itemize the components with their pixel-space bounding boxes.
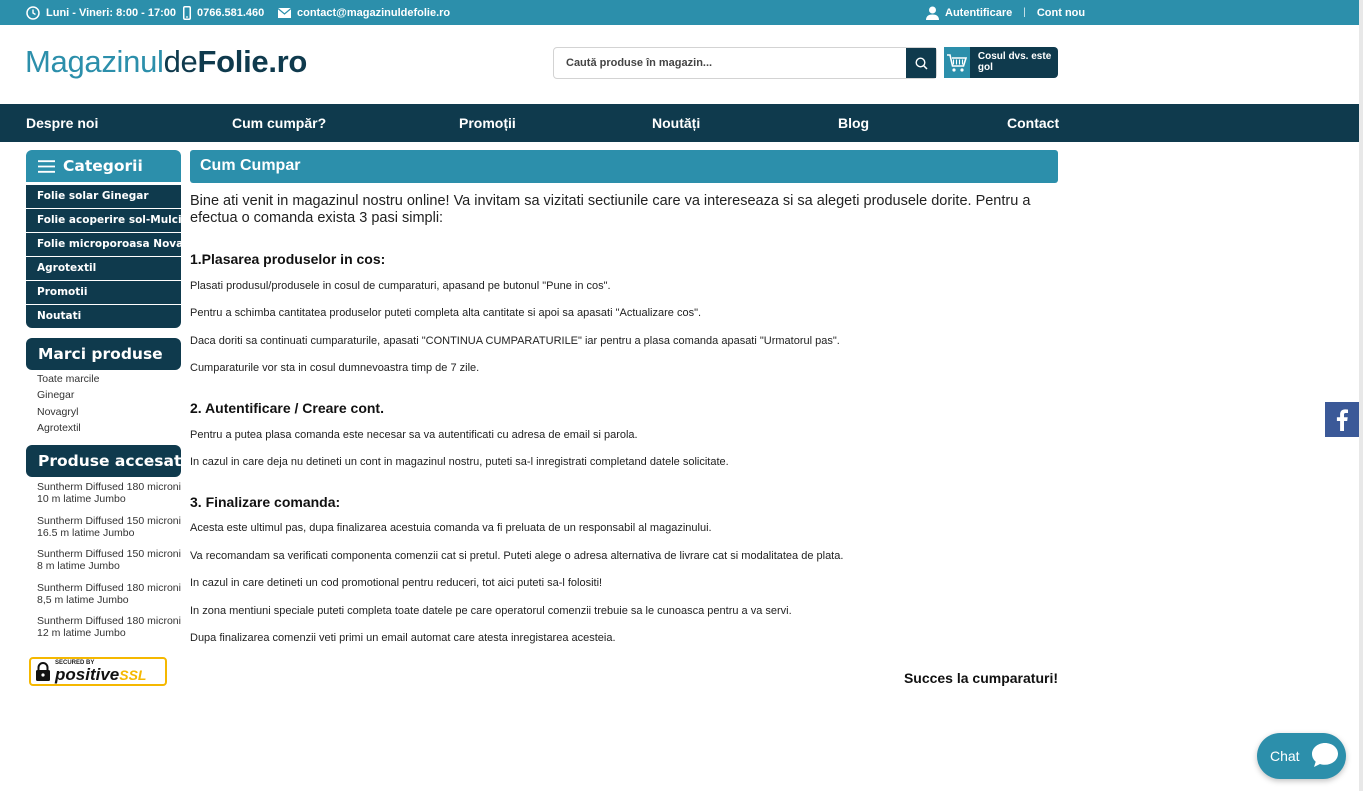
category-list — [26, 185, 207, 329]
brand-item[interactable]: Agrotextil — [37, 421, 81, 434]
step-2-paragraph: Pentru a putea plasa comanda este necesar sa va autentificati cu adresa de email si parola. — [190, 429, 638, 441]
page-scrollbar[interactable] — [1359, 0, 1363, 791]
step-2-heading: 2. Autentificare / Creare cont. — [190, 400, 384, 416]
nav-despre-noi[interactable]: Despre noi — [26, 115, 99, 131]
viewed-product-item[interactable] — [37, 481, 187, 515]
viewed-products-heading — [26, 445, 192, 477]
product-name-line: Suntherm Diffused 150 microni — [37, 514, 181, 527]
brands-title: Marci produse — [38, 345, 163, 363]
opening-hours-text: Luni - Vineri: 8:00 - 17:00 — [46, 6, 177, 19]
product-name-line: Suntherm Diffused 150 microni — [37, 548, 181, 561]
step-3-paragraph: Acesta este ultimul pas, dupa finalizarea acestuia comanda va fi preluata de un responsabil al magazinului. — [190, 522, 712, 534]
facebook-button[interactable] — [1325, 402, 1359, 437]
logo-part-2: de — [163, 44, 198, 79]
ssl-text — [55, 660, 146, 683]
step-3-heading: 3. Finalizare comanda: — [190, 494, 341, 510]
category-item[interactable]: Folie microporoasa Novagryl — [26, 233, 181, 256]
intro-text: Bine ati venit in magazinul nostru online! Va invitam sa vizitati sectiunile care va intereseaza si sa alegeti produsele dorite. Pentru a efectua o comanda exista 3 pasi simpli: — [190, 193, 1031, 226]
product-variant-line: 16.5 m latime Jumbo — [37, 526, 135, 539]
step-2-paragraph: In cazul in care deja nu detineti un cont in magazinul nostru, puteti sa-l inregistrati completand datele solicitate. — [190, 456, 729, 468]
ssl-secured-by: SECURED BY — [55, 660, 95, 666]
cart-icon-box — [944, 47, 970, 78]
cart-status: Cosul dvs. este gol — [977, 51, 1052, 73]
category-item[interactable]: Folie solar Ginegar — [26, 185, 181, 208]
product-variant-line: 10 m latime Jumbo — [37, 493, 126, 505]
search-bar — [553, 47, 937, 79]
logo-part-1: Magazinul — [25, 44, 164, 79]
envelope-icon — [278, 8, 291, 18]
phone-text: 0766.581.460 — [197, 6, 265, 19]
category-item[interactable]: Noutati — [26, 305, 181, 328]
product-variant-line: 8,5 m latime Jumbo — [37, 593, 129, 606]
viewed-products-title: Produse accesate — [38, 452, 192, 470]
product-variant-line: 12 m latime Jumbo — [37, 627, 126, 640]
viewed-product-item[interactable] — [37, 548, 187, 582]
ssl-ssl: SSL — [119, 667, 147, 683]
step-1-heading: 1.Plasarea produselor in cos: — [190, 251, 386, 267]
user-icon — [926, 6, 939, 20]
top-bar — [0, 0, 1359, 25]
viewed-product-item[interactable] — [37, 582, 187, 616]
chat-label: Chat — [1270, 748, 1300, 764]
opening-hours — [26, 0, 176, 25]
step-1-paragraph: Plasati produsul/produsele in cosul de cumparaturi, apasand pe butonul "Pune in cos". — [190, 280, 611, 292]
viewed-product-item[interactable] — [37, 515, 187, 549]
phone-link[interactable] — [183, 0, 264, 25]
search-button[interactable] — [906, 48, 936, 78]
account-links — [926, 0, 1085, 25]
category-item[interactable]: Agrotextil — [26, 257, 181, 280]
register-link[interactable]: Cont nou — [1036, 6, 1086, 19]
ssl-positive: positive — [55, 665, 120, 684]
product-variant-line: 8 m latime Jumbo — [37, 560, 120, 573]
nav-cum-cumpar[interactable]: Cum cumpăr? — [232, 115, 327, 131]
product-name-line: Suntherm Diffused 180 microni — [37, 581, 181, 594]
login-link[interactable]: Autentificare — [945, 6, 1013, 19]
page-title: Cum Cumpar — [190, 150, 1058, 183]
chat-bubble-icon — [1310, 741, 1340, 769]
nav-promotii[interactable]: Promoții — [459, 115, 516, 131]
email-link[interactable] — [278, 0, 450, 25]
step-1-paragraph: Pentru a schimba cantitatea produselor puteti completa alta cantitate si apoi sa apasati "Actualizare cos". — [190, 307, 702, 319]
step-3-paragraph: Va recomandam sa verificati componenta comenzii cat si pretul. Puteti alege o adresa alternativa de livrare cat si modalitatea de plata. — [190, 550, 844, 562]
logo-part-3: Folie.ro — [197, 44, 308, 79]
search-icon — [915, 57, 928, 70]
nav-noutati[interactable]: Noutăți — [652, 115, 701, 131]
brand-item[interactable]: Ginegar — [37, 389, 75, 402]
shopping-cart-icon — [946, 53, 968, 73]
brand-item[interactable]: Novagryl — [37, 405, 79, 418]
step-1-paragraph: Cumparaturile vor sta in cosul dumnevoastra timp de 7 zile. — [190, 362, 480, 374]
padlock-icon — [35, 662, 51, 682]
closing-message: Succes la cumparaturi! — [903, 670, 1058, 686]
category-item[interactable]: Promotii — [26, 281, 181, 304]
categories-title: Categorii — [63, 157, 143, 175]
product-name-line: Suntherm Diffused 180 microni — [37, 481, 181, 493]
chat-widget-button[interactable] — [1257, 733, 1346, 779]
viewed-product-item[interactable] — [37, 615, 187, 649]
brands-heading — [26, 338, 181, 370]
main-navigation — [0, 104, 1359, 142]
site-logo[interactable] — [25, 44, 307, 80]
clock-icon — [26, 6, 40, 20]
nav-blog[interactable]: Blog — [838, 115, 870, 131]
brand-item[interactable]: Toate marcile — [37, 373, 100, 385]
cart-button[interactable] — [944, 47, 1058, 78]
hamburger-menu-icon — [38, 160, 55, 173]
positive-ssl-badge[interactable] — [29, 657, 167, 686]
step-1-paragraph: Daca doriti sa continuati cumparaturile, apasati "CONTINUA CUMPARATURILE" iar pentru a plasa comanda apasati "Urmatorul pas". — [190, 335, 840, 347]
product-name-line: Suntherm Diffused 180 microni — [37, 615, 181, 628]
step-3-paragraph: In cazul in care detineti un cod promotional pentru reduceri, tot aici puteti sa-l folositi! — [190, 577, 603, 589]
categories-heading — [26, 150, 181, 182]
step-3-paragraph: In zona mentiuni speciale puteti completa toate datele pe care operatorul comenzii trebuie sa le cunoasca pentru a va servi. — [190, 605, 792, 617]
category-item[interactable]: Folie acoperire sol-Mulcire — [26, 209, 181, 232]
step-3-paragraph: Dupa finalizarea comenzii veti primi un email automat care atesta inregistarea acesteia. — [190, 632, 616, 644]
account-separator: | — [1023, 7, 1026, 18]
facebook-icon — [1336, 409, 1348, 431]
search-input[interactable] — [554, 48, 906, 78]
viewed-products-list — [37, 481, 187, 649]
brand-list — [37, 371, 99, 436]
phone-icon — [183, 6, 191, 20]
nav-contact[interactable]: Contact — [1007, 115, 1060, 131]
email-text: contact@magazinuldefolie.ro — [297, 6, 451, 19]
